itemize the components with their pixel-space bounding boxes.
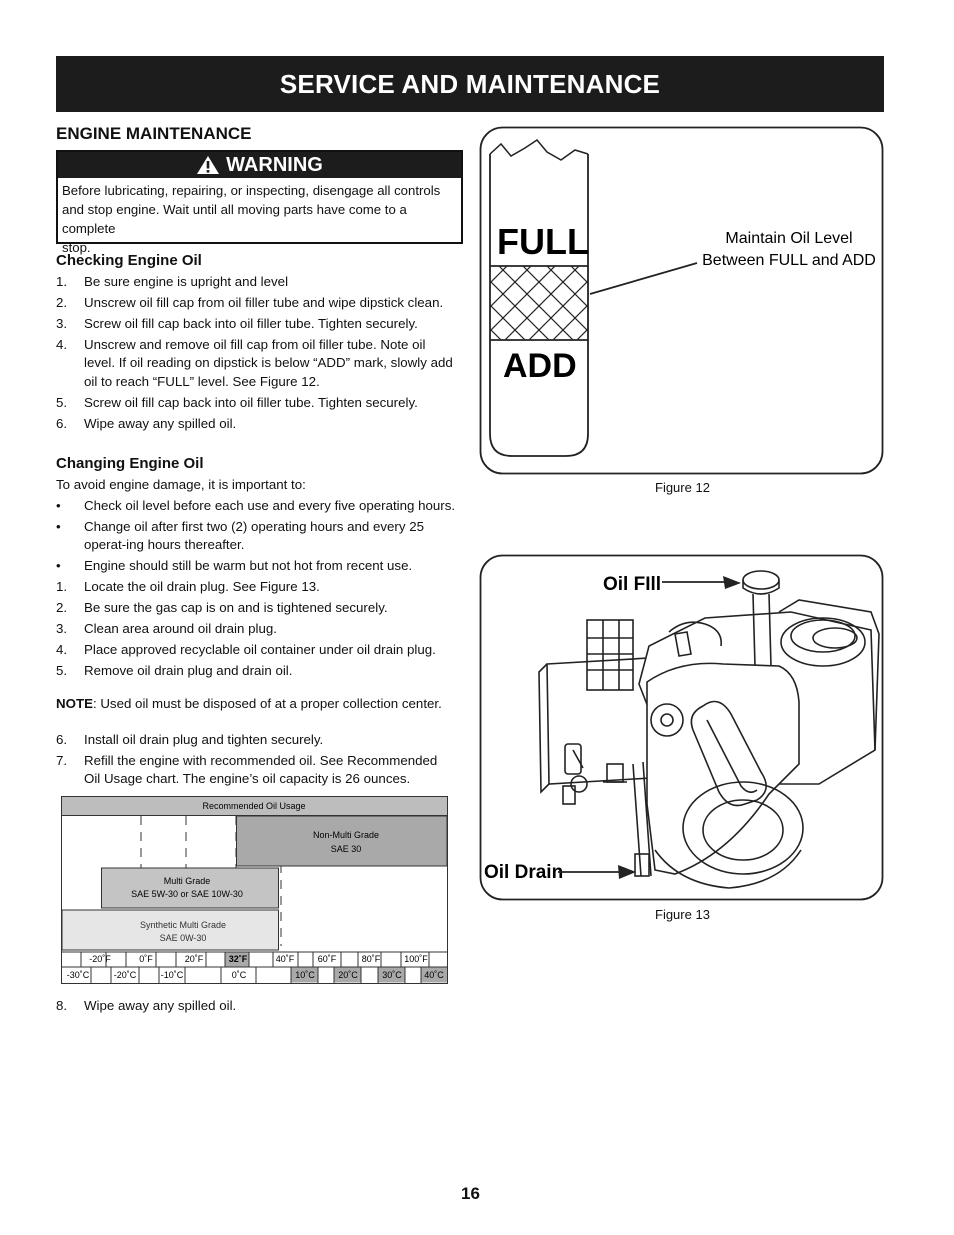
- checking-list: [56, 273, 456, 436]
- list-text: Place approved recyclable oil container under oil drain plug.: [84, 642, 436, 658]
- list-marker: 4.: [56, 642, 68, 658]
- list-text: Change oil after first two (2) operating hours and every 25 operat-ing hours thereafter.: [84, 519, 424, 553]
- chart-title: Recommended Oil Usage: [202, 801, 306, 811]
- list-item: [56, 599, 456, 617]
- list-text: Wipe away any spilled oil.: [84, 998, 237, 1013]
- page-title: SERVICE AND MAINTENANCE: [279, 68, 661, 99]
- band-non-multi-grade: [237, 816, 448, 866]
- list-text: Remove oil drain plug and drain oil.: [84, 663, 293, 679]
- list-item: [56, 731, 456, 749]
- c-tick: -30˚C: [66, 970, 90, 980]
- warning-triangle-icon: [196, 155, 220, 175]
- f-tick: 80˚F: [361, 954, 381, 964]
- figure-13-caption: Figure 13: [655, 907, 710, 922]
- list-item: [56, 415, 456, 433]
- list-item: [56, 497, 456, 515]
- list-item: [56, 578, 456, 596]
- c-tick: 10˚C: [295, 970, 315, 980]
- f-tick: 20˚F: [184, 954, 204, 964]
- oil-drain-label: Oil Drain: [484, 862, 564, 883]
- changing-intro: To avoid engine damage, it is important to:: [56, 477, 306, 492]
- list-text: Check oil level before each use and every five operating hours.: [84, 498, 456, 513]
- c-tick: -20˚C: [113, 970, 137, 980]
- list-marker: 6.: [56, 415, 68, 431]
- list-item: [56, 620, 456, 638]
- list-item: [56, 294, 456, 312]
- band-label: SAE 30: [330, 844, 362, 854]
- list-marker: 4.: [56, 337, 68, 352]
- list-marker: 5.: [56, 394, 68, 410]
- list-marker: •: [56, 558, 61, 574]
- list-item: [56, 997, 456, 1015]
- warning-line: and stop engine. Wait until all moving parts have come to a complete: [62, 202, 407, 236]
- list-marker: •: [56, 498, 61, 513]
- list-text: Wipe away any spilled oil.: [84, 415, 237, 431]
- section-title: ENGINE MAINTENANCE: [56, 124, 252, 143]
- list-text: Refill the engine with recommended oil. See Recommended Oil Usage chart. The engine’s oil capacity is 26 ounces.: [84, 753, 438, 787]
- changing-list-3: [56, 997, 456, 1018]
- band-label: SAE 0W-30: [159, 933, 207, 943]
- list-marker: •: [56, 519, 61, 534]
- list-text: Be sure the gas cap is on and is tightened securely.: [84, 600, 388, 616]
- f-tick: -20˚F: [89, 954, 111, 964]
- list-text: Locate the oil drain plug. See Figure 13.: [84, 579, 320, 595]
- list-item: [56, 662, 456, 680]
- callout-line-2: Between FULL and ADD: [702, 252, 876, 269]
- band-synthetic: [62, 910, 279, 950]
- list-text: Screw oil fill cap back into oil filler tube. Tighten securely.: [84, 394, 418, 410]
- page-header: [56, 56, 884, 112]
- list-marker: 3.: [56, 621, 68, 637]
- list-text: Engine should still be warm but not hot from recent use.: [84, 558, 413, 574]
- list-item: [56, 315, 456, 333]
- callout-line-1: Maintain Oil Level: [725, 230, 853, 247]
- band-label: Synthetic Multi Grade: [139, 920, 227, 930]
- band-multi-grade: [102, 868, 279, 908]
- c-tick: 40˚C: [424, 970, 444, 980]
- list-item: [56, 336, 456, 391]
- note-text: : Used oil must be disposed of at a proper collection center.: [92, 696, 442, 711]
- band-label: Multi Grade: [163, 876, 211, 886]
- list-marker: 3.: [56, 316, 68, 331]
- list-item: [56, 518, 456, 555]
- c-tick: -10˚C: [160, 970, 184, 980]
- list-text: Be sure engine is upright and level: [84, 274, 289, 289]
- note-label: NOTE: [56, 696, 93, 711]
- list-item: [56, 394, 456, 412]
- warning-title: WARNING: [226, 153, 323, 176]
- warning-line: Before lubricating, repairing, or inspecting, disengage all controls: [62, 183, 441, 198]
- figure-12-dipstick: [479, 126, 885, 476]
- figure-13-engine: [479, 554, 885, 902]
- band-label: Non-Multi Grade: [312, 830, 380, 840]
- f-tick: 0˚F: [139, 954, 153, 964]
- c-tick: 30˚C: [382, 970, 402, 980]
- list-text: Install oil drain plug and tighten securely.: [84, 732, 324, 747]
- list-text: Clean area around oil drain plug.: [84, 621, 277, 637]
- list-marker: 1.: [56, 274, 68, 289]
- oil-fill-label: Oil FIll: [603, 574, 662, 595]
- changing-list: [56, 497, 456, 683]
- warning-line: stop.: [62, 240, 91, 255]
- list-text: Screw oil fill cap back into oil filler tube. Tighten securely.: [84, 316, 418, 331]
- list-item: [56, 641, 456, 659]
- warning-header: [58, 152, 461, 178]
- list-item: [56, 273, 456, 291]
- f-tick: 40˚F: [275, 954, 295, 964]
- f-tick: 100˚F: [404, 954, 428, 964]
- warning-text: [58, 178, 461, 257]
- full-label: FULL: [497, 221, 589, 262]
- changing-title: Changing Engine Oil: [56, 455, 204, 472]
- list-marker: 2.: [56, 295, 68, 310]
- list-marker: 8.: [56, 998, 68, 1013]
- list-item: [56, 752, 456, 789]
- list-marker: 7.: [56, 753, 68, 768]
- add-label: ADD: [503, 347, 577, 385]
- f-tick: 32˚F: [228, 954, 248, 964]
- list-text: Unscrew and remove oil fill cap from oil filler tube. Note oil level. If oil reading on dipstick is below “ADD” mark, slowly add oil to reach “FULL” level. See Figure 12.: [84, 337, 453, 389]
- warning-box: [56, 150, 463, 255]
- f-tick: 60˚F: [317, 954, 337, 964]
- figure-12-caption: Figure 12: [655, 480, 710, 495]
- list-text: Unscrew oil fill cap from oil filler tube and wipe dipstick clean.: [84, 295, 444, 310]
- band-label: SAE 5W-30 or SAE 10W-30: [131, 889, 243, 899]
- c-tick: 20˚C: [338, 970, 358, 980]
- list-marker: 5.: [56, 663, 68, 679]
- list-marker: 1.: [56, 579, 68, 595]
- list-marker: 2.: [56, 600, 68, 616]
- c-tick: 0˚C: [231, 970, 247, 980]
- list-marker: 6.: [56, 732, 68, 747]
- page-number: 16: [461, 1184, 480, 1203]
- oil-usage-chart: [61, 796, 449, 986]
- changing-list-2: [56, 731, 456, 791]
- checking-title: Checking Engine Oil: [56, 252, 202, 269]
- note: [56, 696, 442, 711]
- list-item: [56, 557, 456, 575]
